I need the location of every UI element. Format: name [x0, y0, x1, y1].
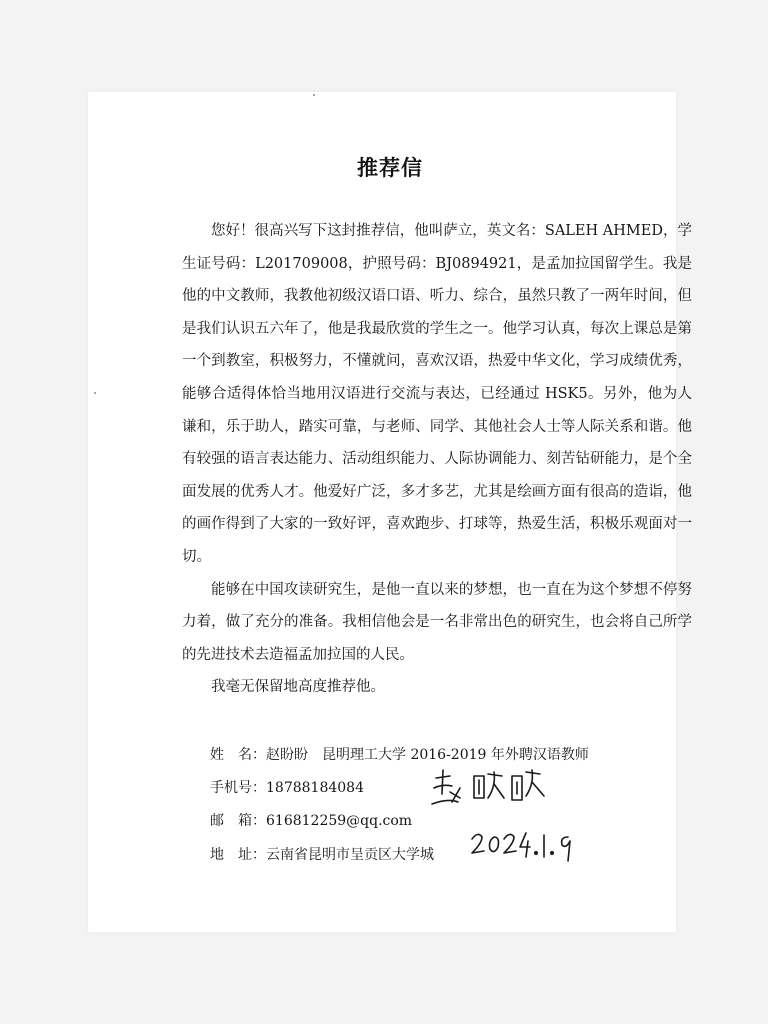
address-value: 云南省昆明市呈贡区大学城 [266, 847, 434, 863]
letter-title: 推荐信 [357, 156, 423, 180]
address-label: 地 址： [210, 847, 266, 863]
name-line [210, 744, 589, 764]
email-value: 616812259@qq.com [266, 813, 413, 829]
phone-value: 18788184084 [266, 780, 364, 796]
name-value: 赵盼盼 昆明理工大学 2016-2019 年外聘汉语教师 [266, 747, 589, 763]
email-label: 邮 箱： [210, 813, 266, 829]
address-line [210, 844, 434, 864]
handwritten-date [468, 825, 580, 865]
email-line [210, 810, 412, 830]
paragraph-recommend: 我毫无保留地高度推荐他。 [211, 679, 385, 696]
handwritten-signature [428, 764, 548, 816]
name-label: 姓 名： [210, 747, 266, 763]
paragraph-dream: 能够在中国攻读研究生，是他一直以来的梦想，也一直在为这个梦想不停努力着，做了充分的准备。我相信他会是一名非常出色的研究生，也会将自己所学的先进技术去造福孟加拉国的人民。 [182, 581, 692, 663]
phone-label: 手机号： [210, 780, 266, 796]
letter-page [88, 92, 692, 932]
phone-line [210, 777, 364, 797]
paragraph-intro: 您好！很高兴写下这封推荐信，他叫萨立，英文名：SALEH AHMED，学生证号码：L201709008，护照号码：BJ0894921，是孟加拉国留学生。我是他的中文教师，我教他初级汉语口语、听力、综合，虽然只教了一两年时间，但是我们认识五六年了，他是我最欣赏的学生之一。他学习认真，每次上课总是第一个到教室，积极努力，不懂就问，喜欢汉语，热爱中华文化，学习成绩优秀，能够合适得体恰当地用汉语进行交流与表达，已经通过 HSK5。另外，他为人谦和，乐于助人，踏实可靠，与老师、同学、其他社会人士等人际关系和谐。他有较强的语言表达能力、活动组织能力、人际协调能力、刻苦钻研能力，是个全面发展的优秀人才。他爱好广泛，多才多艺，尤其是绘画方面有很高的造诣，他的画作得到了大家的一致好评，喜欢跑步、打球等，热爱生活，积极乐观面对一切。 [182, 223, 692, 565]
scan-speck [313, 94, 315, 96]
letter-body [182, 215, 692, 704]
scan-speck [94, 392, 96, 394]
